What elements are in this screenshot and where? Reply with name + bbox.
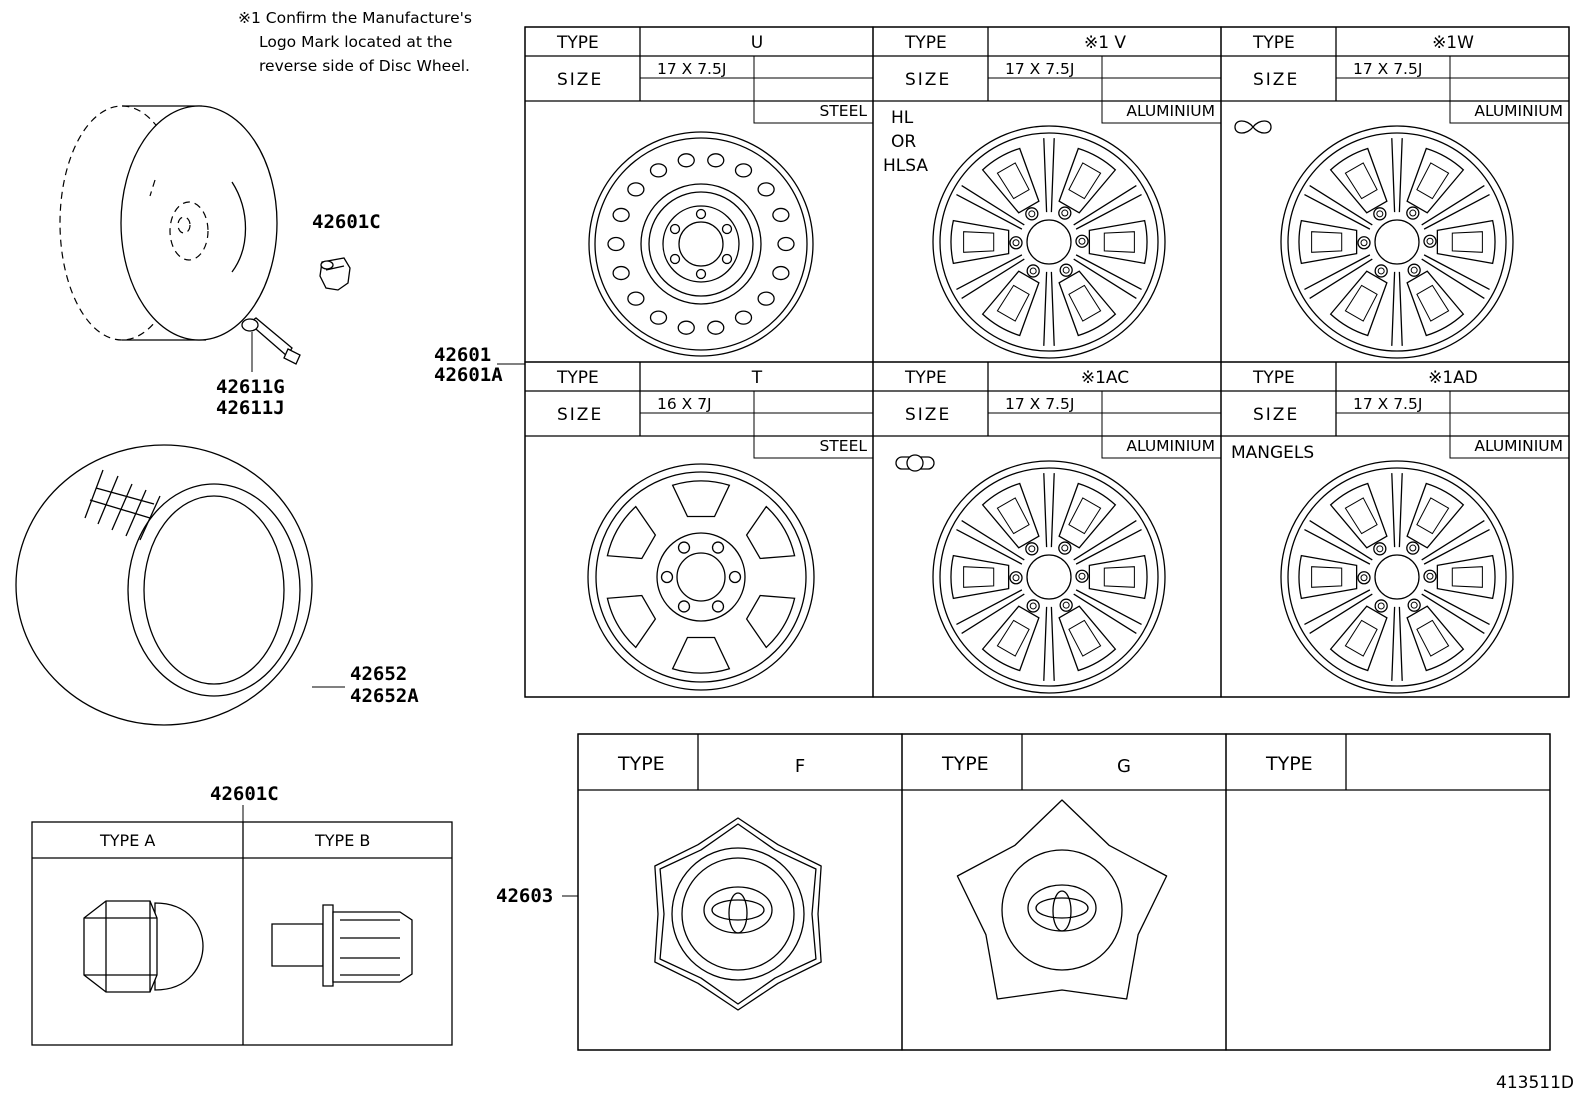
wheel-drawing-alloy <box>1281 126 1513 358</box>
note-line-2: Logo Mark located at the <box>259 33 453 51</box>
wheel-assembly-illustration <box>60 106 277 340</box>
wheel-material: ALUMINIUM <box>1126 102 1215 120</box>
cap-type-value: F <box>794 756 806 777</box>
callout-valve-1: 42611G <box>216 376 285 398</box>
wheel-type-value: ※1AD <box>1428 368 1478 388</box>
callout-tire-2: 42652A <box>350 685 419 707</box>
wheel-size-value: 17 X 7.5J <box>1353 60 1423 78</box>
diagram-id: 413511D <box>1496 1073 1574 1093</box>
callout-wheel-1: 42601 <box>434 344 492 366</box>
wheel-size-value: 17 X 7.5J <box>1005 60 1075 78</box>
wheel-drawing-steel <box>589 132 813 356</box>
hub-nut-part-icon <box>320 258 350 290</box>
size-label: SIZE <box>905 405 952 425</box>
note-line-1: ※1 Confirm the Manufacture's <box>238 9 472 27</box>
nut-type-a-label: TYPE A <box>100 831 156 850</box>
valve-stem-part-icon <box>242 318 300 372</box>
cap-cell-3 <box>1226 734 1550 1050</box>
wheel-type-value: T <box>751 368 763 388</box>
size-label: SIZE <box>557 405 604 425</box>
hub-nut-type-table <box>32 822 452 1045</box>
callout-hub-nut-top: 42601C <box>312 211 381 233</box>
wheel-material: ALUMINIUM <box>1474 437 1563 455</box>
wheel-cell-4 <box>525 362 873 697</box>
wheel-material: STEEL <box>819 437 867 455</box>
wheel-material: ALUMINIUM <box>1474 102 1563 120</box>
chain-logo-icon <box>896 455 934 471</box>
wheel-note: MANGELS <box>1231 443 1315 463</box>
wheel-cell-1 <box>525 27 873 362</box>
callout-center-cap: 42603 <box>496 885 554 907</box>
wheel-type-value: ※1AC <box>1080 368 1130 388</box>
wheel-note: HLSA <box>883 156 928 176</box>
cap-type-label: TYPE <box>1266 753 1313 775</box>
callout-tire-1: 42652 <box>350 663 408 685</box>
wheel-note: HL <box>891 108 914 128</box>
cap-type-label: TYPE <box>618 753 665 775</box>
wheel-size-value: 17 X 7.5J <box>1353 395 1423 413</box>
flange-nut-icon <box>272 905 412 986</box>
wheel-size-value: 16 X 7J <box>657 395 712 413</box>
infinity-logo-icon <box>1235 121 1271 133</box>
wheel-cell-6 <box>1221 362 1569 697</box>
wheel-size-value: 17 X 7.5J <box>657 60 727 78</box>
type-label: TYPE <box>1253 368 1295 388</box>
callout-hub-nut-bottom: 42601C <box>210 783 279 805</box>
wheel-type-value: U <box>750 33 764 53</box>
size-label: SIZE <box>1253 405 1300 425</box>
tire-illustration <box>16 445 345 725</box>
type-label: TYPE <box>557 33 599 53</box>
type-label: TYPE <box>905 33 947 53</box>
acorn-nut-icon <box>84 901 203 992</box>
type-label: TYPE <box>905 368 947 388</box>
center-cap-g-icon <box>957 800 1166 999</box>
nut-type-b-label: TYPE B <box>315 831 371 850</box>
cap-type-value: G <box>1117 756 1131 777</box>
wheel-note: OR <box>891 132 917 152</box>
center-cap-table <box>578 734 1550 1050</box>
cap-cell-1 <box>578 734 902 1050</box>
wheel-cell-2 <box>873 27 1221 362</box>
size-label: SIZE <box>1253 70 1300 90</box>
center-cap-f-icon <box>655 818 821 1010</box>
callout-wheel-2: 42601A <box>434 364 503 386</box>
manufacturer-note <box>238 9 472 75</box>
cap-cell-2 <box>902 734 1226 1050</box>
cap-type-label: TYPE <box>942 753 989 775</box>
wheel-type-value: ※1W <box>1432 33 1474 53</box>
note-line-3: reverse side of Disc Wheel. <box>259 57 470 75</box>
wheel-drawing-alloy <box>933 126 1165 358</box>
size-label: SIZE <box>905 70 952 90</box>
wheel-drawing-steel6 <box>588 464 814 690</box>
wheel-drawing-alloy <box>933 461 1165 693</box>
callout-valve-2: 42611J <box>216 397 285 419</box>
type-label: TYPE <box>1253 33 1295 53</box>
wheel-drawing-alloy <box>1281 461 1513 693</box>
wheel-type-table <box>525 27 1569 697</box>
wheel-material: ALUMINIUM <box>1126 437 1215 455</box>
size-label: SIZE <box>557 70 604 90</box>
wheel-cell-3 <box>1221 27 1569 362</box>
wheel-type-value: ※1 V <box>1083 33 1127 53</box>
wheel-material: STEEL <box>819 102 867 120</box>
wheel-cell-5 <box>873 362 1221 697</box>
type-label: TYPE <box>557 368 599 388</box>
wheel-size-value: 17 X 7.5J <box>1005 395 1075 413</box>
